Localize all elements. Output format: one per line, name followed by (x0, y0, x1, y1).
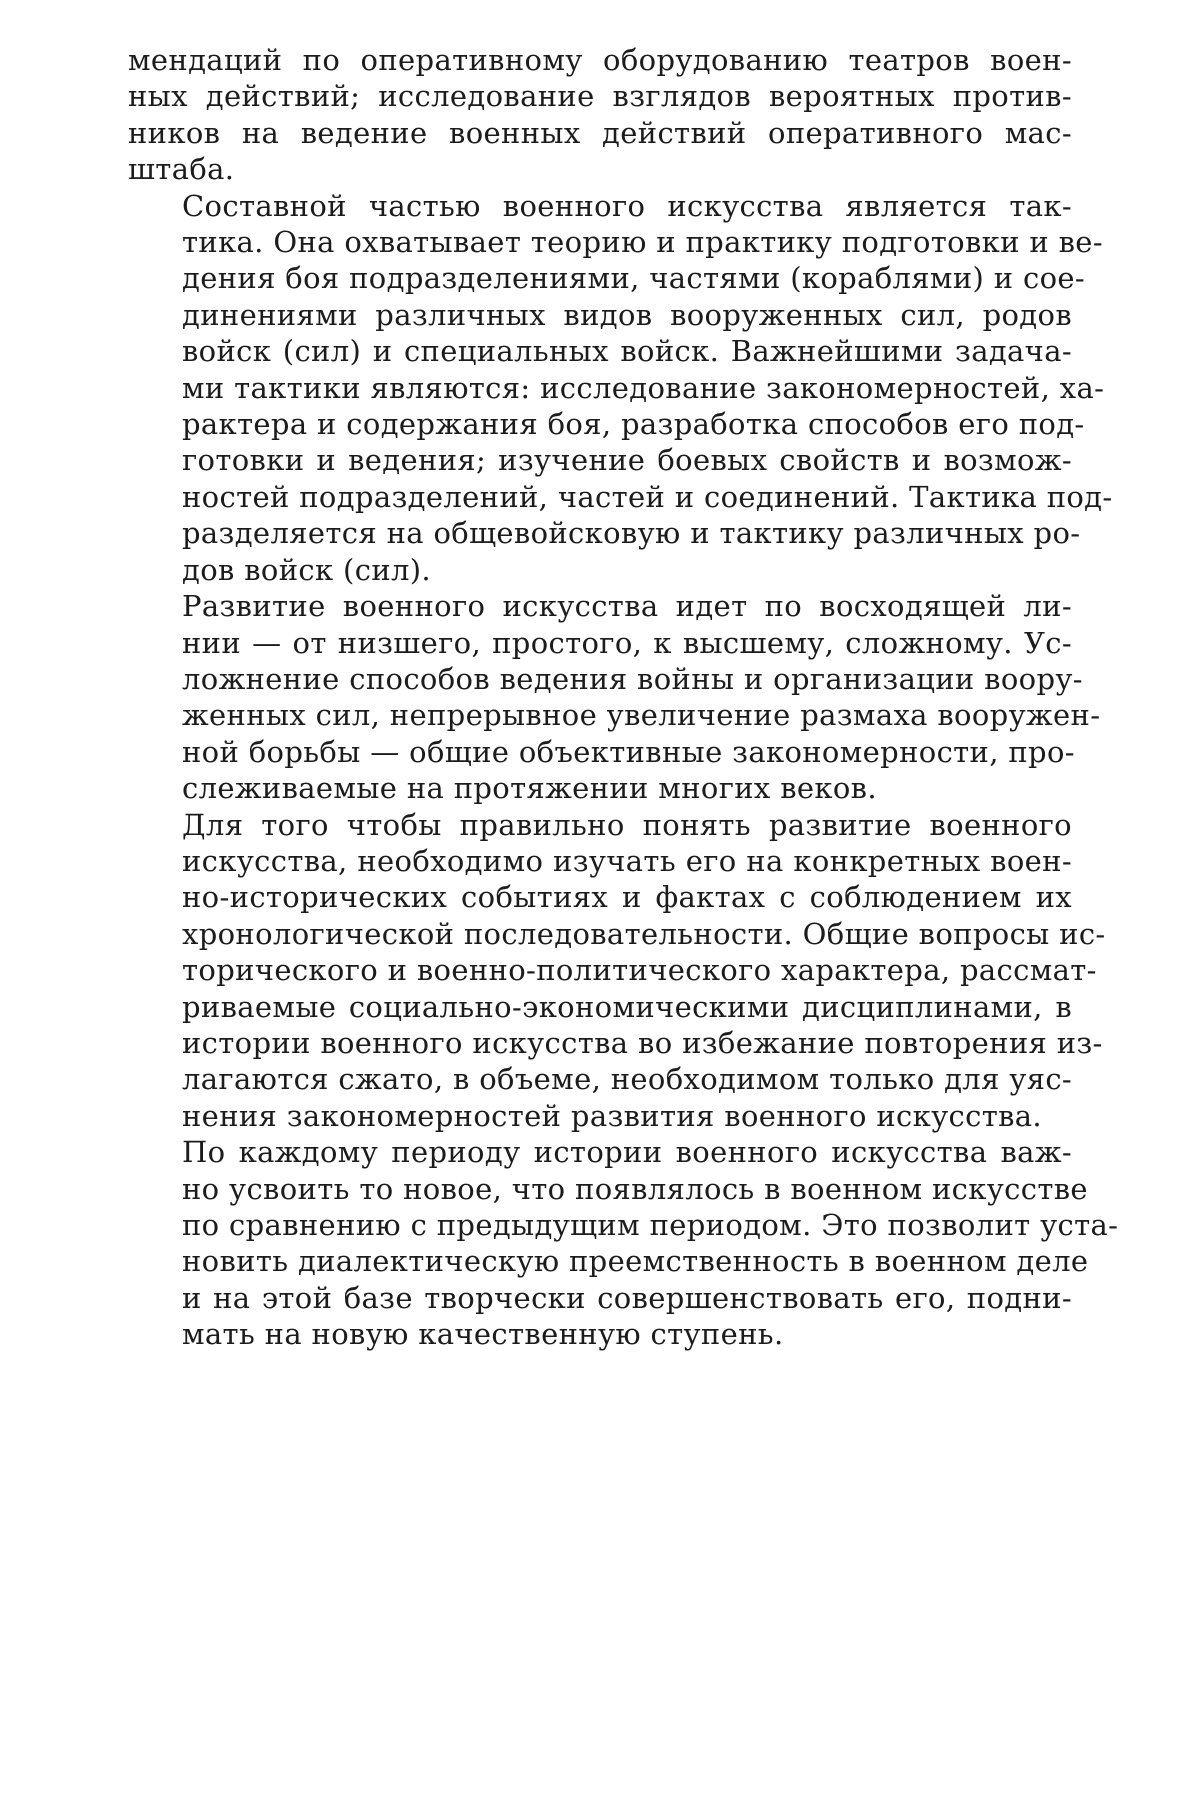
text-line: мендаций по оперативному оборудованию театров воен- (128, 42, 1072, 78)
text-line: По каждому периоду истории военного искусства важ- (128, 1134, 1072, 1170)
text-line: рактера и содержания боя, разработка способов его под- (128, 406, 1072, 442)
text-line: Развитие военного искусства идет по восходящей ли- (128, 588, 1072, 624)
text-line: войск (сил) и специальных войск. Важнейшими задача- (128, 333, 1072, 369)
text-line: риваемые социально-экономическими дисциплинами, в (128, 989, 1072, 1025)
text-line: готовки и ведения; изучение боевых свойств и возмож- (128, 442, 1072, 478)
text-line: дов войск (сил). (128, 552, 1072, 588)
text-line: ных действий; исследование взглядов вероятных против- (128, 78, 1072, 114)
paragraph (128, 588, 1072, 806)
text-line: нения закономерностей развития военного искусства. (128, 1098, 1072, 1134)
paragraph (128, 1134, 1072, 1352)
text-line: ми тактики являются: исследование закономерностей, ха- (128, 370, 1072, 406)
text-line: слеживаемые на протяжении многих веков. (128, 770, 1072, 806)
document-page (0, 0, 1200, 1814)
text-line: ной борьбы — общие объективные закономерности, про- (128, 734, 1072, 770)
text-line: нии — от низшего, простого, к высшему, сложному. Ус- (128, 625, 1072, 661)
text-line: женных сил, непрерывное увеличение размаха вооружен- (128, 697, 1072, 733)
text-line: Для того чтобы правильно понять развитие военного (128, 807, 1072, 843)
text-line: истории военного искусства во избежание повторения из- (128, 1025, 1072, 1061)
text-line: но-исторических событиях и фактах с соблюдением их (128, 879, 1072, 915)
text-line: лагаются сжато, в объеме, необходимом только для уяс- (128, 1061, 1072, 1097)
text-line: но усвоить то новое, что появлялось в военном искусстве (128, 1171, 1072, 1207)
paragraph (128, 188, 1072, 588)
text-line: ложнение способов ведения войны и организации воору- (128, 661, 1072, 697)
paragraph (128, 42, 1072, 188)
text-line: хронологической последовательности. Общие вопросы ис- (128, 916, 1072, 952)
text-line: по сравнению с предыдущим периодом. Это позволит уста- (128, 1207, 1072, 1243)
text-line: тика. Она охватывает теорию и практику подготовки и ве- (128, 224, 1072, 260)
text-line: дения боя подразделениями, частями (кораблями) и сое- (128, 260, 1072, 296)
text-line: мать на новую качественную ступень. (128, 1316, 1072, 1352)
text-line: торического и военно-политического характера, рассмат- (128, 952, 1072, 988)
text-line: штаба. (128, 151, 1072, 187)
text-line: разделяется на общевойсковую и тактику различных ро- (128, 515, 1072, 551)
text-line: ностей подразделений, частей и соединений. Тактика под- (128, 479, 1072, 515)
body-text (128, 42, 1072, 1353)
paragraph (128, 807, 1072, 1135)
text-line: ников на ведение военных действий оперативного мас- (128, 115, 1072, 151)
text-line: новить диалектическую преемственность в военном деле (128, 1243, 1072, 1279)
text-line: искусства, необходимо изучать его на конкретных воен- (128, 843, 1072, 879)
text-line: динениями различных видов вооруженных сил, родов (128, 297, 1072, 333)
text-line: и на этой базе творчески совершенствовать его, подни- (128, 1280, 1072, 1316)
text-line: Составной частью военного искусства является так- (128, 188, 1072, 224)
